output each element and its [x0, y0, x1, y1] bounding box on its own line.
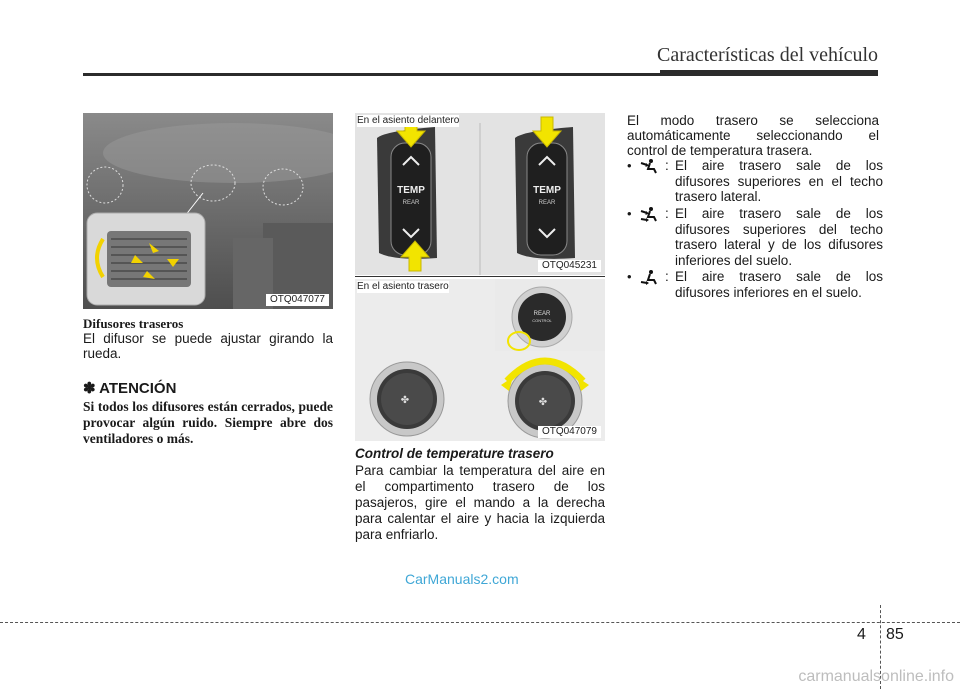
- figure-divider: [355, 276, 605, 277]
- figure-caption: Difusores traseros: [83, 316, 184, 331]
- bullet-text: El aire trasero sale de los difusores inferiores en el suelo.: [675, 269, 883, 300]
- vent-description: El difusor se puede ajustar girando la rueda.: [83, 331, 333, 361]
- chapter-number: 4: [857, 626, 866, 643]
- header-rule-accent: [660, 70, 878, 76]
- bullet: •: [627, 158, 632, 173]
- bullet-colon: :: [665, 206, 669, 221]
- floor-vent-icon: [639, 269, 661, 285]
- watermark-site[interactable]: carmanualsonline.info: [798, 668, 954, 685]
- svg-text:✤: ✤: [538, 397, 548, 408]
- photo-tag-front: En el asiento delantero: [357, 115, 460, 126]
- bullet-colon: :: [665, 158, 669, 173]
- temp-control-heading: Control de temperature trasero: [355, 446, 554, 461]
- mode-intro: El modo trasero se selecciona automáticamente seleccionando el control de temperatura trasera.: [627, 113, 879, 158]
- rear-knob-illustration: [355, 279, 605, 441]
- watermark-link[interactable]: CarManuals2.com: [405, 571, 519, 587]
- attention-body: Si todos los difusores están cerrados, puede provocar algún ruido. Siempre abre dos ventiladores o más.: [83, 399, 333, 446]
- rear-vent-illustration: [83, 113, 333, 309]
- bilevel-vent-icon: [639, 206, 661, 222]
- temp-control-description: Para cambiar la temperatura del aire en el compartimento trasero de los pasajeros, gire el mando a la derecha para calentar el aire y hacia la izquierda para enfriarlo.: [355, 463, 605, 542]
- face-vent-icon: [639, 158, 661, 174]
- footer-rule: [0, 622, 960, 623]
- bullet-text: El aire trasero sale de los difusores superiores del techo trasero lateral y de los difusores inferiores del suelo.: [675, 206, 883, 268]
- bullet: •: [627, 269, 632, 284]
- bullet: •: [627, 206, 632, 221]
- rear-label-right: REAR: [538, 200, 556, 206]
- knob-sub-label: CONTROL: [532, 318, 552, 323]
- section-title: Características del vehículo: [656, 44, 878, 66]
- page-number: 85: [886, 626, 904, 643]
- rear-seat-controls-photo: [355, 279, 605, 441]
- attention-heading: ✽ ATENCIÓN: [83, 380, 177, 397]
- front-seat-controls-photo: [355, 113, 605, 275]
- temp-button-illustration: [355, 113, 605, 275]
- svg-text:✤: ✤: [400, 395, 410, 406]
- photo-code-rear: OTQ047079: [538, 426, 601, 438]
- knob-label: REAR: [533, 311, 551, 317]
- photo-code: OTQ047077: [266, 294, 329, 306]
- bullet-text: El aire trasero sale de los difusores superiores en el techo trasero lateral.: [675, 158, 883, 204]
- photo-code-front: OTQ045231: [538, 260, 601, 272]
- bullet-colon: :: [665, 269, 669, 284]
- temp-label-right: TEMP: [533, 185, 561, 196]
- photo-tag-rear: En el asiento trasero: [357, 281, 449, 292]
- rear-label-left: REAR: [402, 200, 420, 206]
- rear-vent-photo: [83, 113, 333, 309]
- temp-label-left: TEMP: [397, 185, 425, 196]
- mode-list: [627, 158, 883, 308]
